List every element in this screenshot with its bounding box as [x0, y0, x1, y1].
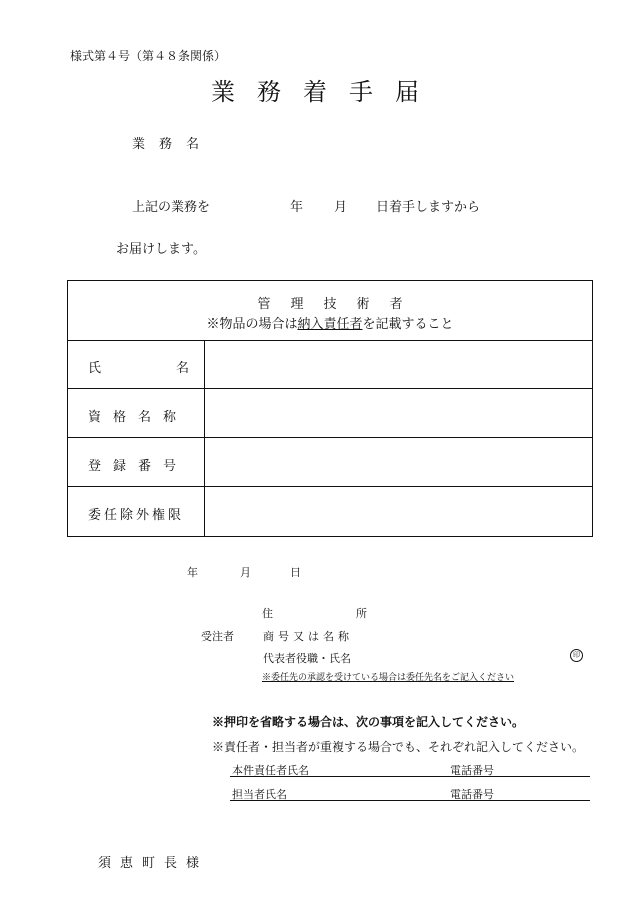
table-note-underlined: 納入責任者 — [297, 317, 363, 332]
name-label-a: 氏 — [88, 361, 102, 376]
row-label — [68, 340, 205, 388]
table-row — [68, 438, 592, 487]
table-row — [68, 389, 592, 438]
duplicate-note: ※責任者・担当者が重複する場合でも、それぞれ記入してください。 — [212, 740, 585, 754]
statement-end: 日着手しますから — [376, 200, 481, 215]
date-year: 年 — [187, 566, 198, 579]
seal-omit-note: ※押印を省略する場合は、次の事項を記入してください。 — [212, 715, 525, 729]
form-number: 様式第４号（第４８条関係） — [70, 49, 227, 63]
date-day: 日 — [290, 566, 301, 579]
phone-label-2: 電話番号 — [450, 788, 494, 801]
table-row — [68, 487, 592, 536]
responsible-name-label: 本件責任者氏名 — [232, 764, 309, 777]
company-name-label: 商号又は名称 — [263, 630, 353, 643]
statement-year: 年 — [290, 200, 304, 215]
address-label-a: 住 — [262, 607, 273, 620]
table-note — [68, 313, 592, 332]
delegation-authority-label: 委任除外権限 — [88, 508, 185, 523]
contact-name-label: 担当者氏名 — [232, 788, 287, 801]
qualification-label: 資格名称 — [88, 410, 189, 425]
row-label — [68, 389, 205, 437]
table-heading: 管理技術者 — [257, 297, 423, 312]
name-label-b: 名 — [176, 361, 190, 376]
delegation-note: ※委任先の承認を受けている場合は委任先名をご記入ください — [262, 673, 515, 683]
registration-label: 登録番号 — [88, 459, 189, 474]
contact-line — [230, 784, 590, 801]
seal-icon: 印 — [570, 649, 583, 662]
statement-line2: お届けします。 — [116, 242, 206, 257]
engineer-table — [67, 280, 593, 537]
statement-start: 上記の業務を — [132, 200, 211, 215]
table-note-suffix: を記載すること — [362, 317, 454, 332]
table-header — [68, 281, 592, 341]
business-name-label: 業務名 — [132, 137, 214, 152]
row-label — [68, 487, 205, 536]
date-month: 月 — [240, 566, 251, 579]
row-label — [68, 438, 205, 486]
table-row — [68, 340, 592, 389]
statement-month: 月 — [334, 200, 348, 215]
responsible-line — [230, 760, 590, 777]
addressee: 須恵町長様 — [98, 856, 209, 871]
contractor-label: 受注者 — [201, 630, 234, 643]
phone-label-1: 電話番号 — [450, 764, 494, 777]
address-label-b: 所 — [356, 607, 367, 620]
representative-label: 代表者役職・氏名 — [263, 652, 351, 665]
document-title: 業務着手届 — [211, 78, 441, 106]
table-note-prefix: ※物品の場合は — [206, 317, 298, 332]
